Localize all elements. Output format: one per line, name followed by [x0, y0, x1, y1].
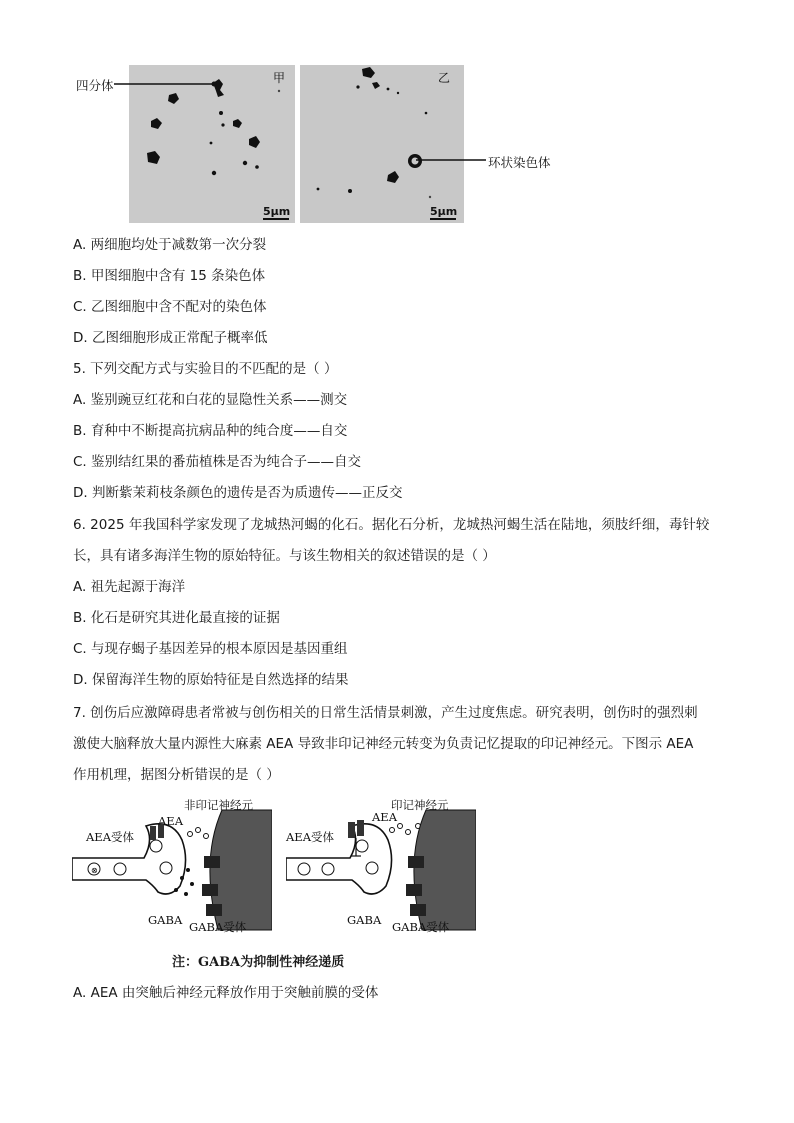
q7-option-a: A. AEA 由突触后神经元释放作用于突触前膜的受体 — [73, 985, 379, 1001]
q4-option-a: A. 两细胞均处于减数第一次分裂 — [73, 237, 267, 253]
q5-option-b: B. 育种中不断提高抗病品种的纯合度——自交 — [73, 423, 348, 439]
figure2-note: 注：GABA为抑制性神经递质 — [172, 955, 345, 970]
q4-option-c: C. 乙图细胞中含不配对的染色体 — [73, 299, 267, 315]
right-gaba-label: GABA — [347, 913, 382, 927]
q6-option-d: D. 保留海洋生物的原始特征是自然选择的结果 — [73, 672, 349, 688]
q7-stem-line1: 7. 创伤后应激障碍患者常被与创伤相关的日常生活情景刺激，产生过度焦虑。研究表明，创伤时的强烈刺 — [73, 705, 698, 721]
q4-option-b: B. 甲图细胞中含有 15 条染色体 — [73, 268, 266, 284]
q7-stem-line3: 作用机理，据图分析错误的是（ ） — [73, 767, 280, 783]
right-aea-label: AEA — [372, 810, 398, 824]
callout-tetrad: 四分体 — [76, 78, 114, 93]
q6-option-c: C. 与现存蝎子基因差异的根本原因是基因重组 — [73, 641, 348, 657]
q6-option-a: A. 祖先起源于海洋 — [73, 579, 186, 595]
left-gaba-receptor-label: GABA受体 — [189, 920, 247, 934]
q6-option-b: B. 化石是研究其进化最直接的证据 — [73, 610, 280, 626]
q6-stem-line1: 6. 2025 年我国科学家发现了龙城热河蝎的化石。据化石分析，龙城热河蝎生活在陆地，须肢纤细，毒针较 — [73, 517, 710, 533]
left-title-nonengram: 非印记神经元 — [184, 798, 253, 812]
q7-stem-line2: 激使大脑释放大量内源性大麻素 AEA 导致非印记神经元转变为负责记忆提取的印记神经元。下图示 AEA — [73, 736, 694, 752]
q6-stem-line2: 长，具有诸多海洋生物的原始特征。与该生物相关的叙述错误的是（ ） — [73, 548, 496, 564]
panel-tag-jia: 甲 — [273, 71, 286, 85]
q4-option-d: D. 乙图细胞形成正常配子概率低 — [73, 330, 268, 346]
svg-text:⊗: ⊗ — [91, 866, 98, 875]
callout-ring-chromosome: 环状染色体 — [488, 155, 551, 170]
scale-label-jia: 5μm — [263, 205, 291, 218]
q5-option-d: D. 判断紫茉莉枝条颜色的遗传是否为质遗传——正反交 — [73, 485, 403, 501]
micrograph-yi — [300, 65, 464, 223]
left-aea-receptor-label: AEA受体 — [86, 830, 135, 844]
q5-stem: 5. 下列交配方式与实验目的不匹配的是（ ） — [73, 361, 338, 377]
scale-bar-yi — [430, 218, 456, 220]
left-aea-label: AEA — [158, 814, 184, 828]
q5-option-a: A. 鉴别豌豆红花和白花的显隐性关系——测交 — [73, 392, 348, 408]
scale-label-yi: 5μm — [430, 205, 458, 218]
right-gaba-receptor-label: GABA受体 — [392, 920, 450, 934]
left-gaba-label: GABA — [148, 913, 183, 927]
callout-ring-line — [416, 156, 488, 166]
micrograph-yi-image — [300, 65, 464, 223]
panel-tag-yi: 乙 — [438, 71, 451, 85]
callout-tetrad-line — [114, 80, 218, 90]
scale-bar-jia — [263, 218, 289, 220]
q5-option-c: C. 鉴别结红果的番茄植株是否为纯合子——自交 — [73, 454, 362, 470]
right-aea-receptor-label: AEA受体 — [286, 830, 335, 844]
right-title-engram: 印记神经元 — [391, 798, 449, 812]
